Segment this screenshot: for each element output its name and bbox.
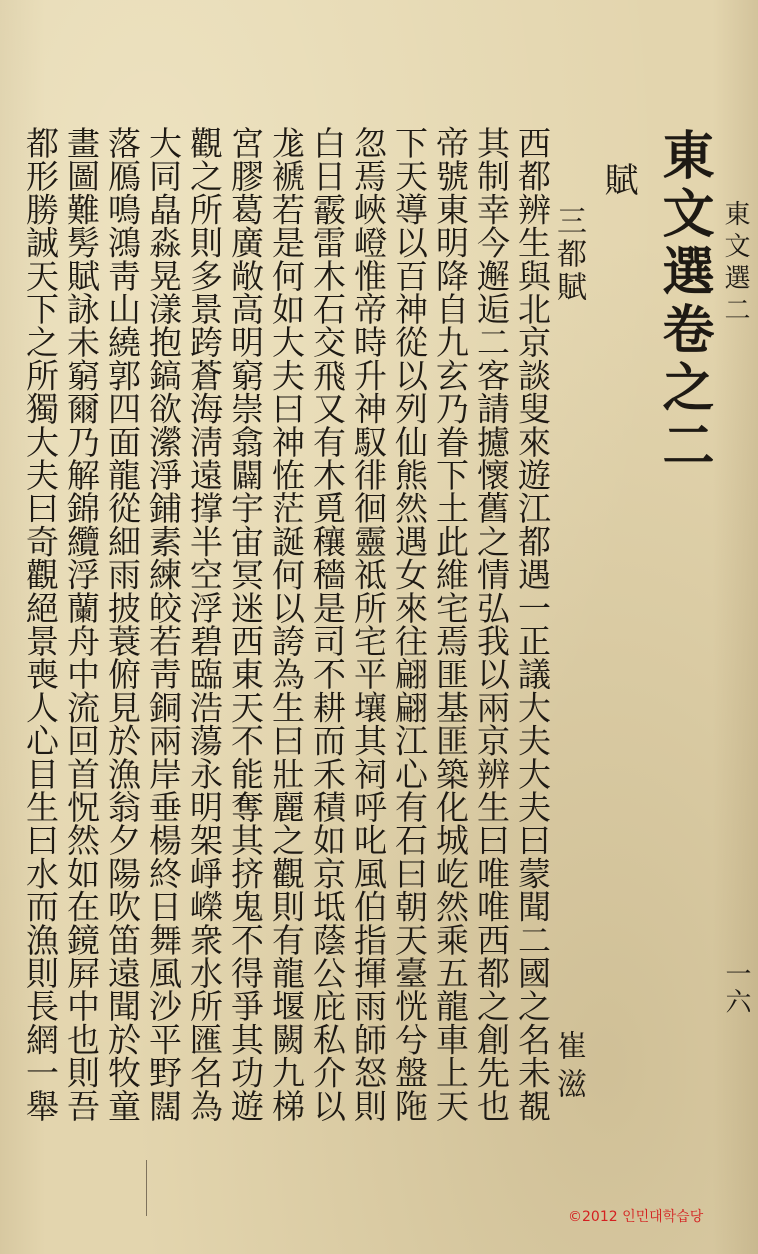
text-line: 西都辨生與北京談叟來遊江都遇一正議大夫大夫曰蒙聞二國之名未覩	[513, 126, 552, 1122]
volume-title: 東文選卷之二	[653, 128, 714, 476]
text-line: 其制幸今邂逅二客請攄懷舊之情弘我以兩京辨生曰唯唯西都之創先也	[472, 126, 511, 1122]
page-number: 一六	[721, 960, 751, 1016]
text-line: 都形勝誠天下之所獨大夫曰奇觀絕景喪人心目生曰水而漁則長網一舉	[21, 126, 60, 1122]
pencil-mark	[146, 1160, 147, 1216]
text-line: 落鴈鳴鴻靑山繞郭四面龍從細雨披蓑俯見於漁翁夕陽吹笛遠聞於牧童	[103, 126, 142, 1122]
copyright-watermark: ©2012 인민대학습당	[568, 1209, 704, 1225]
text-line: 下天導以百神從以列仙熊然遇女來往翩翩江心有石曰朝天臺恍兮盤陁	[390, 126, 429, 1122]
text-line: 忽焉峽嶝惟帝時升神馭徘徊靈祗所宅平壤其祠呼叱風伯指揮雨師怒則	[349, 126, 388, 1122]
author-name: 崔滋	[551, 1030, 586, 1106]
text-line: 白日霰雷木石交飛又有木覓穰穡是司不耕而禾積如京坻蔭公庇私介以	[308, 126, 347, 1122]
running-title: 東文選二	[720, 200, 750, 328]
text-line: 觀之所則多景跨蒼海淸遠撑半空浮碧臨浩蕩永明架崢嶸衆水所匯名為	[185, 126, 224, 1122]
text-line: 帝號東明降自九玄乃眷下土此維宅焉匪基匪築化城屹然乘五龍車上天	[431, 126, 470, 1122]
text-line: 畫圖難髣賦詠未窮爾乃解錦纜浮蘭舟中流回首怳然如在鏡屛中也則吾	[62, 126, 101, 1122]
text-line: 尨褫若是何如大夫曰神恠茫誕何以誇為生曰壯麗之觀則有龍堰闕九梯	[267, 126, 306, 1122]
genre-heading: 賦	[598, 162, 638, 196]
work-title: 三都賦	[551, 205, 586, 304]
text-line: 宮膠葛廣敞高明窮崇翕闢宇宙冥迷西東天不能奪其挤鬼不得爭其功遊	[226, 126, 265, 1122]
text-line: 大同皛淼晃漾抱鎬欲瀠淨鋪素練皎若靑銅兩岸垂楊終日舞風沙平野闊	[144, 126, 183, 1122]
